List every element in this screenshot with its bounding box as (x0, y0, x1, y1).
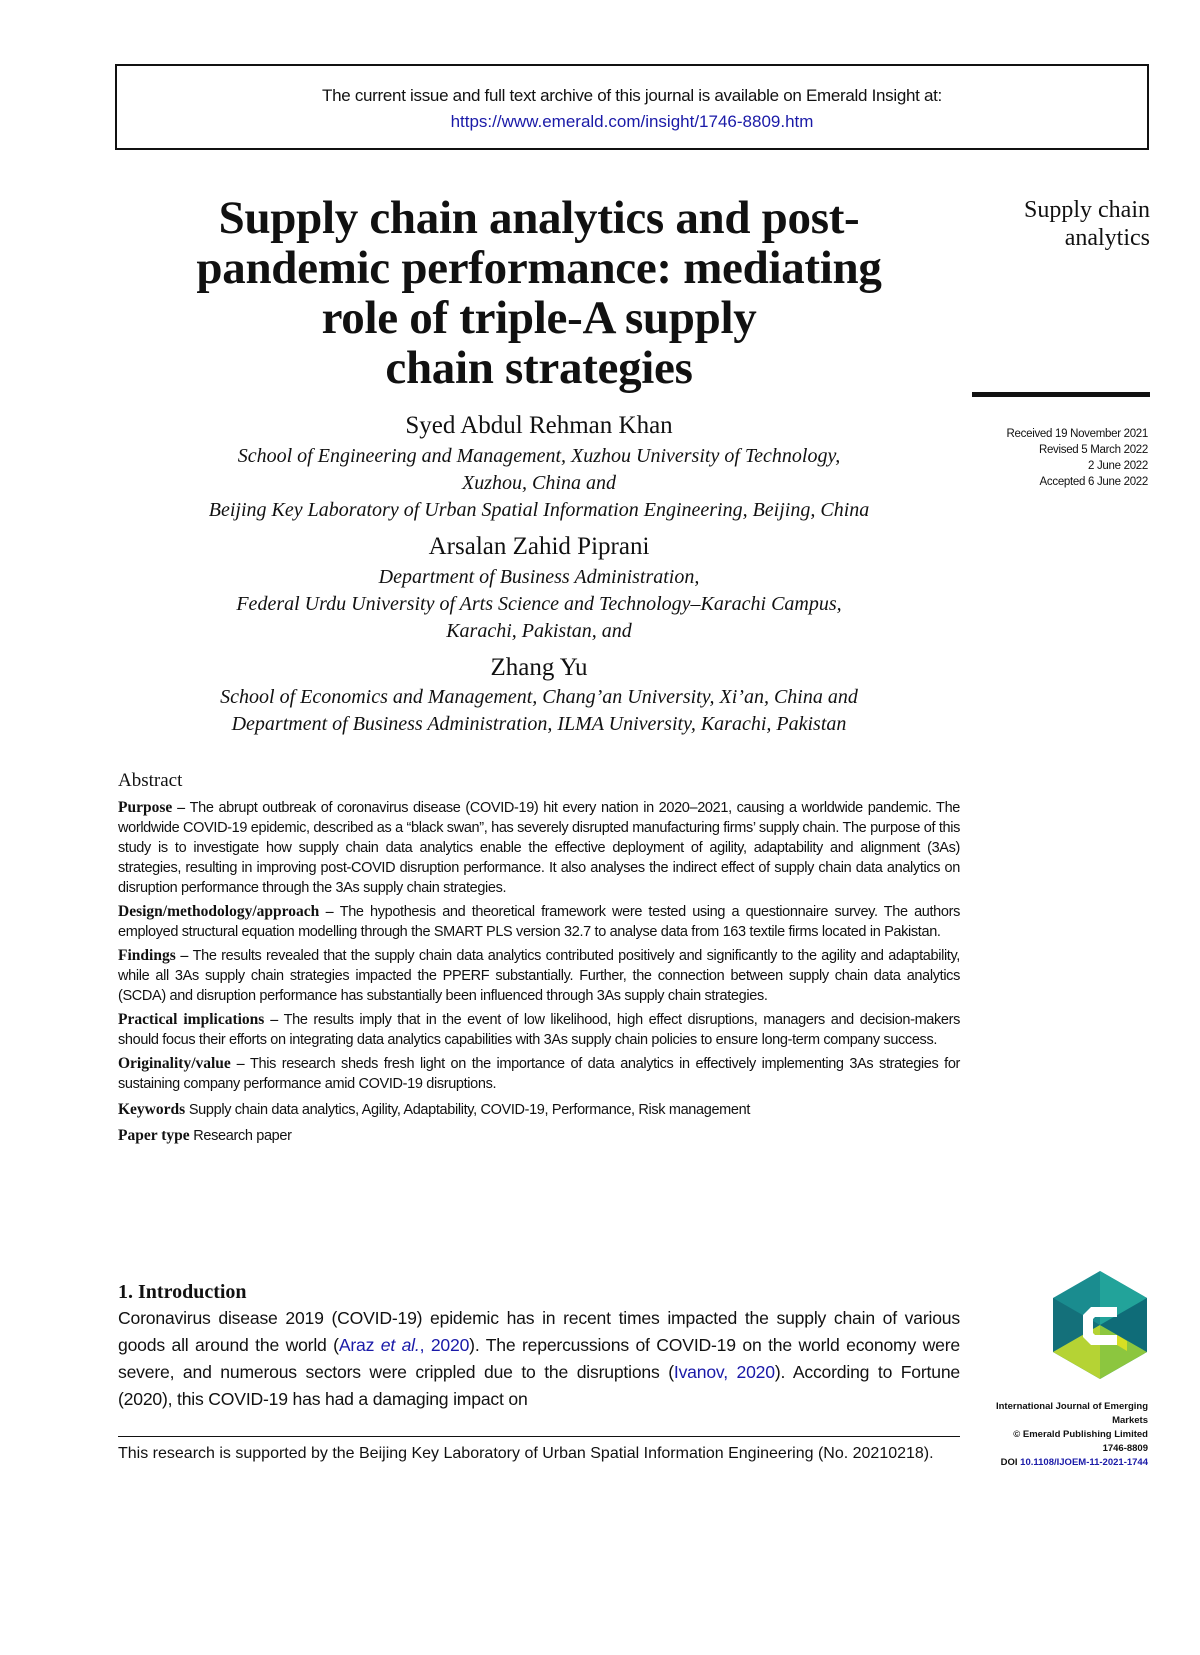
abstract-text: The hypothesis and theoretical framework were tested using a questionnaire survey. The authors employed structural equation modelling through the SMART PLS version 32.7 to analyse data from 163 textile firms located in Pakistan. (118, 904, 960, 940)
keywords-label: Keywords (118, 1101, 186, 1118)
abstract-label: Design/methodology/approach – (118, 903, 334, 920)
running-head-line: Supply chain (1024, 197, 1150, 223)
paper-type-label: Paper type (118, 1127, 190, 1144)
citation-link[interactable] (339, 1335, 469, 1355)
citation-author: Araz (338, 1335, 381, 1355)
author-name: Zhang Yu (490, 654, 588, 681)
citation-etal: et al. (380, 1335, 420, 1355)
author-name: Syed Abdul Rehman Khan (405, 412, 673, 439)
affiliation-line: Department of Business Administration, (378, 566, 700, 588)
abstract-design (118, 902, 960, 942)
running-head-line: analytics (1064, 225, 1150, 251)
abstract-text: This research sheds fresh light on the importance of data analytics in effectively implementing 3As strategies for sustaining company performance amid COVID-19 disruptions. (118, 1056, 961, 1092)
title-line: chain strategies (385, 342, 693, 394)
footnote-rule (118, 1436, 960, 1437)
abstract-body (118, 798, 960, 1150)
journal-info (908, 1400, 1148, 1470)
affiliation-line: Xuzhou, China and (462, 472, 616, 494)
archive-notice-box (115, 64, 1149, 150)
issn-line: 1746-8809 (1102, 1443, 1148, 1454)
affiliation-line: Beijing Key Laboratory of Urban Spatial Information Engineering, Beijing, China (208, 499, 870, 521)
citation-link[interactable]: Ivanov, 2020 (673, 1362, 775, 1382)
running-head (950, 196, 1150, 252)
title-line: role of triple-A supply (321, 292, 757, 344)
doi-label: DOI (1000, 1457, 1021, 1468)
author-affiliation (118, 684, 960, 738)
date-received: Received 19 November 2021 (1006, 428, 1148, 440)
abstract-findings (118, 946, 960, 1006)
doi-line (908, 1456, 1148, 1470)
introduction-body (118, 1305, 960, 1413)
affiliation-line: School of Engineering and Management, Xuzhou University of Technology, (237, 445, 841, 467)
article-title (118, 193, 960, 393)
citation-year: , 2020 (419, 1335, 470, 1355)
emerald-logo-icon (1053, 1271, 1147, 1379)
title-line: pandemic performance: mediating (196, 242, 882, 294)
abstract-practical (118, 1010, 960, 1050)
sidebar-rule (972, 392, 1150, 397)
abstract-originality (118, 1054, 960, 1094)
abstract-text: The abrupt outbreak of coronavirus disease (COVID-19) hit every nation in 2020–2021, causing a worldwide pandemic. The worldwide COVID-19 epidemic, described as a “black swan”, has severely disrupted manufacturing firms’ supply chain. The purpose of this study is to investigate how supply chain data analytics enable the effective deployment of agility, adaptability and alignment (3As) strategies, resulting in improving post-COVID disruption performance. It also analyses the indirect effect of supply chain data analytics on disruption performance through the 3As supply chain strategies. (118, 800, 960, 896)
abstract-keywords (118, 1100, 960, 1120)
affiliation-line: School of Economics and Management, Chang’an University, Xi’an, China and (220, 686, 858, 708)
abstract-heading: Abstract (118, 770, 183, 791)
date-accepted: Accepted 6 June 2022 (1039, 476, 1148, 488)
author-name: Arsalan Zahid Piprani (428, 533, 650, 560)
date-revised: Revised 5 March 2022 (1038, 444, 1148, 456)
publisher-line: © Emerald Publishing Limited (1013, 1429, 1148, 1440)
affiliation-line: Department of Business Administration, ILMA University, Karachi, Pakistan (231, 713, 847, 735)
archive-notice-text: The current issue and full text archive of this journal is available on Emerald Insight at: (322, 86, 942, 105)
doi-link[interactable]: 10.1108/IJOEM-11-2021-1744 (1020, 1457, 1148, 1468)
author-affiliation (118, 564, 960, 645)
intro-text: ). According to Fortune (2020), this COVID-19 has had a damaging impact on (118, 1362, 960, 1409)
intro-text: ). The repercussions of COVID-19 on the world economy were severe, and numerous sectors were crippled due to the disruptions ( (118, 1335, 960, 1382)
funding-footnote: This research is supported by the Beijing Key Laboratory of Urban Spatial Information Engineering (No. 20210218). (118, 1445, 934, 1462)
abstract-text: The results revealed that the supply chain data analytics contributed positively and significantly to the agility and adaptability, while all 3As supply chain strategies impacted the PPERF substantially. Further, the connection between supply chain data analytics (SCDA) and disruption performance has substantially been influenced through 3As supply chain strategies. (118, 948, 960, 1004)
abstract-label: Findings – (118, 947, 189, 964)
abstract-purpose (118, 798, 960, 898)
affiliation-line: Karachi, Pakistan, and (446, 620, 632, 642)
journal-name-line: Markets (1112, 1415, 1148, 1426)
archive-link[interactable]: https://www.emerald.com/insight/1746-8809.htm (450, 112, 814, 131)
abstract-paper-type (118, 1126, 960, 1146)
journal-name-line: International Journal of Emerging (995, 1401, 1148, 1412)
keywords-text: Supply chain data analytics, Agility, Adaptability, COVID-19, Performance, Risk management (188, 1102, 750, 1118)
affiliation-line: Federal Urdu University of Arts Science and Technology–Karachi Campus, (236, 593, 842, 615)
date-revised-2: 2 June 2022 (1087, 460, 1148, 472)
introduction-heading: 1. Introduction (118, 1281, 247, 1303)
intro-text: Coronavirus disease 2019 (COVID-19) epidemic has in recent times impacted the supply chain of various goods all around the world ( (118, 1308, 960, 1355)
author-affiliation (118, 443, 960, 524)
title-line: Supply chain analytics and post- (218, 192, 860, 244)
paper-type-text: Research paper (193, 1128, 292, 1144)
abstract-text: The results imply that in the event of low likelihood, high effect disruptions, managers and decision-makers should focus their efforts on integrating data analytics capabilities with 3As supply chain policies to ensure long-term company success. (118, 1012, 961, 1048)
abstract-label: Practical implications – (118, 1011, 279, 1028)
abstract-label: Originality/value – (118, 1055, 245, 1072)
abstract-label: Purpose – (118, 799, 186, 816)
